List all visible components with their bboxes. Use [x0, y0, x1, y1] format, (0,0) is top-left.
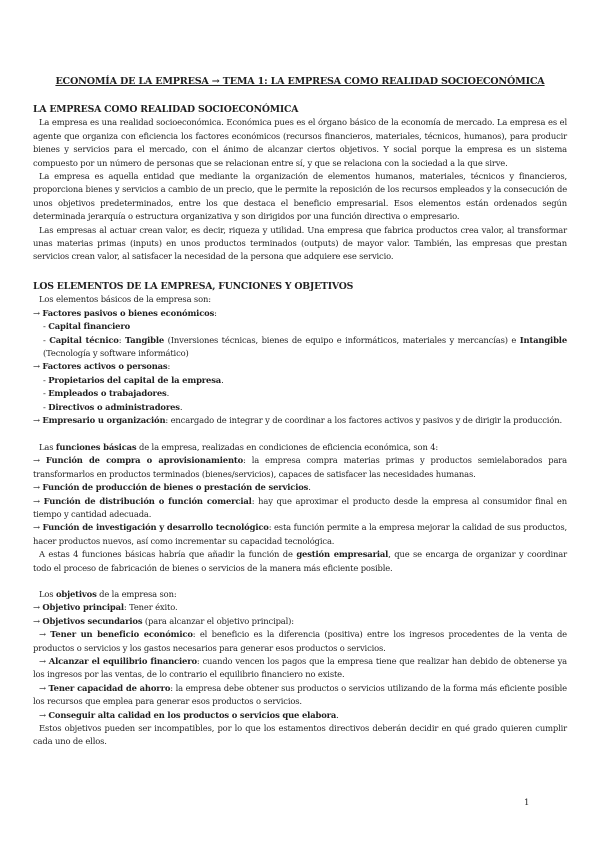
text-run: La empresa es una realidad socioeconómica. Económica pues es el órgano básico de la economía de mercado. La empresa es el agente que organiza con eficiencia los factores económicos (recursos financieros, materiales, técnicos, humanos), para producir bienes y servicios para el mercado, con el ánimo de alcanzar ciertos objetivos. Y social porque la empresa es un sistema compuesto por un número de personas que se relacionan entre sí, y que se relaciona con la sociedad a la que sirve. — [33, 117, 567, 168]
text-run: A estas 4 funciones básicas habría que añadir la función de — [39, 549, 297, 560]
text-run: : — [118, 334, 125, 345]
text-run: → — [33, 361, 43, 372]
text-run: : encargado de integrar y de coordinar a los factores activos y pasivos y de dirigir la producción. — [165, 415, 562, 426]
section-elementos — [33, 280, 567, 427]
text-run: → — [39, 656, 49, 667]
list-line — [33, 628, 567, 655]
text-run: : la empresa debe obtener sus productos o servicios utilizando de la forma más eficiente posible los recursos que emplea para generar esos productos o servicios. — [33, 682, 567, 707]
list-line — [33, 601, 567, 614]
text-run: → — [39, 629, 51, 640]
list-line — [33, 454, 567, 481]
list-line — [33, 495, 567, 522]
text-run: → — [33, 602, 43, 613]
bold-term: Objetivos secundarios — [42, 615, 143, 626]
text-run: → — [39, 709, 49, 720]
functions-block — [33, 441, 567, 575]
bold-term: Función de distribución o función comercial — [43, 495, 252, 506]
text-run: . — [308, 482, 311, 493]
text-run: . — [336, 709, 339, 720]
text-run: Las empresas al actuar crean valor, es decir, riqueza y utilidad. Una empresa que fabrica productos crea valor, al transformar unas materias primas (inputs) en unos productos terminados (outputs) de mayor valor. También, las empresas que prestan servicios crean valor, al satisfacer la necesidad de la persona que adquiere ese servicio. — [33, 224, 567, 262]
bold-term: Objetivo principal — [42, 602, 124, 613]
bold-term: Intangible — [519, 334, 567, 345]
list-line — [33, 722, 567, 749]
list-line — [33, 374, 567, 387]
bold-term: Función de compra o aprovisionamiento — [45, 455, 244, 466]
text-run: → — [33, 522, 43, 533]
section-heading: LOS ELEMENTOS DE LA EMPRESA, FUNCIONES Y OBJETIVOS — [33, 281, 354, 292]
text-run: (Inversiones técnicas, bienes de equipo e informáticos, materiales y mercancías) e — [164, 334, 520, 345]
bold-term: objetivos — [55, 589, 97, 599]
text-run: Los — [39, 589, 56, 599]
bold-term: Función de investigación y desarrollo tecnológico — [42, 522, 269, 533]
text-run: → — [33, 615, 43, 626]
text-run: Estos objetivos pueden ser incompatibles, por lo que los estamentos directivos deberán decidir en qué grado quieren cumplir cada uno de ellos. — [33, 723, 567, 747]
list-line — [33, 387, 567, 400]
list-line — [33, 307, 567, 320]
text-run: → — [33, 482, 43, 493]
bold-term: Propietarios del capital de la empresa — [48, 374, 222, 385]
text-run: : — [167, 361, 171, 372]
paragraph — [33, 116, 567, 170]
text-run: . — [221, 374, 224, 385]
text-run: : cuando vencen los pagos que la empresa tiene que realizar han debido de obtenerse ya los ingresos por las ventas, de lo contrario el equilibrio financiero no existe. — [33, 656, 567, 680]
list-line — [33, 548, 567, 575]
section-realidad-socioeconomica — [33, 103, 567, 264]
text-run: . — [179, 401, 183, 412]
text-run: → — [33, 495, 44, 506]
text-run: . — [166, 388, 170, 399]
text-run: : — [214, 307, 217, 318]
text-run: - — [43, 334, 50, 345]
bold-term: Tener un beneficio económico — [50, 629, 193, 640]
list-line — [33, 441, 567, 454]
section-heading: LA EMPRESA COMO REALIDAD SOCIOECONÓMICA — [33, 104, 299, 115]
bold-term: Empresario u organización — [42, 415, 166, 426]
bold-term: Capital técnico — [49, 334, 119, 345]
list-line — [33, 481, 567, 494]
list-line — [33, 655, 567, 682]
bold-term: Conseguir alta calidad en los productos o servicios que elabora — [48, 709, 337, 720]
elements-list — [33, 293, 567, 427]
text-run: - — [43, 374, 49, 385]
text-run: → — [33, 455, 46, 466]
text-run: : la empresa compra materias primas y productos semielaborados para transformarlos en productos terminados (bienes/servicios), capaces de satisfacer las necesidades humanas. — [33, 455, 567, 479]
text-run: Los elementos básicos de la empresa son: — [39, 294, 211, 305]
bold-term: Tangible — [124, 334, 165, 345]
text-run: - — [43, 321, 49, 332]
list-line — [33, 401, 567, 414]
text-run: , que se encarga de organizar y coordinar todo el proceso de fabricación de bienes o servicios de la manera más eficiente posible. — [33, 549, 567, 573]
bold-term: Factores activos o personas — [42, 361, 168, 372]
text-run: → — [39, 682, 49, 693]
text-run: de la empresa, realizadas en condiciones de eficiencia económica, son 4: — [136, 442, 439, 452]
bold-term: Factores pasivos o bienes económicos — [42, 307, 215, 318]
text-run: de la empresa son: — [96, 589, 177, 599]
list-line — [33, 709, 567, 722]
list-line — [33, 360, 567, 373]
text-run: : el beneficio es la diferencia (positiva) entre los ingresos procedentes de la venta de productos o servicios y los gastos necesarios para generar esos productos o servicios. — [33, 629, 567, 653]
text-run: → — [33, 415, 43, 426]
bold-term: Directivos o administradores — [48, 401, 180, 412]
objectives-block — [33, 588, 567, 749]
paragraph — [33, 170, 567, 224]
text-run: (para alcanzar el objetivo principal): — [142, 615, 294, 626]
bold-term: Capital financiero — [48, 321, 131, 332]
text-run: : esta función permite a la empresa mejorar la calidad de sus productos, hacer productos nuevos, así como incrementar su capacidad tecnológica. — [33, 522, 567, 546]
paragraph — [33, 224, 567, 264]
bold-term: Tener capacidad de ahorro — [48, 682, 171, 693]
text-run: (Tecnología y software informático) — [43, 348, 189, 359]
list-line — [33, 320, 567, 333]
bold-term: gestión empresarial — [296, 549, 389, 560]
bold-term: Alcanzar el equilibrio financiero — [48, 656, 197, 667]
list-line — [33, 414, 567, 427]
text-run: La empresa es aquella entidad que mediante la organización de elementos humanos, materiales, técnicos y financieros, proporciona bienes y servicios a cambio de un precio, que le permite la reposición de los recursos empleados y la consecución de unos objetivos predeterminados, entre los que destaca el beneficio empresarial. Esos elementos están ordenados según determinada jerarquía o estructura organizativa y son dirigidos por una función directiva o empresario. — [33, 171, 567, 222]
list-line — [33, 588, 567, 601]
bold-term: Empleados o trabajadores — [48, 388, 167, 399]
text-run: - — [43, 388, 49, 399]
list-line — [33, 615, 567, 628]
text-run: : hay que aproximar el producto desde la empresa al consumidor final en tiempo y cantidad adecuada. — [33, 495, 567, 520]
page-number: 1 — [524, 798, 530, 808]
text-run: Las — [39, 442, 56, 452]
bold-term: Función de producción de bienes o prestación de servicios — [42, 482, 309, 493]
paragraph-list — [33, 116, 567, 263]
text-run: - — [43, 401, 49, 412]
document-title: ECONOMÍA DE LA EMPRESA → TEMA 1: LA EMPRESA COMO REALIDAD SOCIOECONÓMICA — [55, 76, 545, 87]
list-line — [33, 293, 567, 306]
list-line — [33, 521, 567, 548]
text-run: : Tener éxito. — [123, 602, 178, 613]
list-line — [33, 334, 567, 361]
bold-term: funciones básicas — [55, 442, 137, 452]
list-line — [33, 682, 567, 709]
text-run: → — [33, 307, 43, 318]
